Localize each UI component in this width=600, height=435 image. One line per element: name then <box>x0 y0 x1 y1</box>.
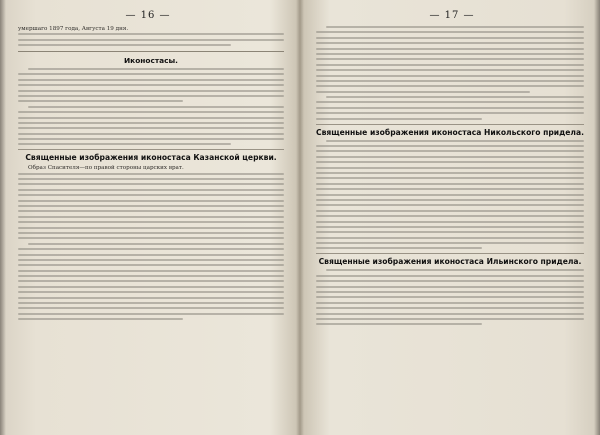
text-line <box>316 188 584 190</box>
text-line <box>316 307 584 309</box>
text-line <box>316 31 584 33</box>
text-line <box>316 37 584 39</box>
text-line <box>316 80 584 82</box>
text-line <box>18 194 284 196</box>
text-line <box>18 210 284 212</box>
text-line <box>316 296 584 298</box>
book-gutter <box>296 0 304 435</box>
section-rule <box>18 51 284 52</box>
text-line <box>316 199 584 201</box>
text-line <box>18 248 284 250</box>
text-line <box>18 291 284 293</box>
text-line <box>326 96 584 98</box>
text-line <box>316 53 584 55</box>
text-line <box>316 64 584 66</box>
text-line <box>316 286 584 288</box>
text-line <box>18 111 284 113</box>
text-line <box>18 117 284 119</box>
text-line <box>18 200 284 202</box>
left-page <box>0 0 296 435</box>
heading-elijah-chapel: Священные изображения иконостаса Ильинского придела. <box>316 253 584 266</box>
text-line <box>316 231 584 233</box>
kazan-first-paragraph-start: Образ Спасителя—по правой стороны царских врат. <box>28 165 184 172</box>
text-line <box>18 133 284 135</box>
text-line <box>316 226 584 228</box>
text-line <box>18 302 284 304</box>
text-line <box>18 90 284 92</box>
text-line <box>18 79 284 81</box>
text-line <box>18 100 183 102</box>
text-line <box>18 280 284 282</box>
text-line <box>18 178 284 180</box>
text-line <box>316 221 584 223</box>
text-line <box>316 145 584 147</box>
text-line <box>18 227 284 229</box>
text-line <box>18 216 284 218</box>
text-line <box>316 275 584 277</box>
text-line <box>18 318 183 320</box>
text-line <box>316 112 584 114</box>
text-line <box>18 264 284 266</box>
text-line <box>18 189 284 191</box>
text-line <box>316 302 584 304</box>
text-line <box>28 68 284 70</box>
text-line <box>18 313 284 315</box>
text-line <box>316 323 482 325</box>
text-line <box>316 101 584 103</box>
text-line <box>316 85 584 87</box>
text-line <box>18 84 284 86</box>
text-line <box>18 205 284 207</box>
text-line <box>326 140 584 142</box>
text-line <box>316 172 584 174</box>
text-line <box>316 291 584 293</box>
left-page-content <box>18 26 284 427</box>
text-line <box>316 313 584 315</box>
text-line <box>326 26 584 28</box>
text-line <box>18 254 284 256</box>
text-line <box>18 275 284 277</box>
text-line <box>316 48 584 50</box>
text-line <box>316 150 584 152</box>
text-line <box>316 194 584 196</box>
heading-nicholas-chapel: Священные изображения иконостаса Никольского придела. <box>316 124 584 137</box>
text-line <box>316 242 584 244</box>
heading-iconostases: Иконостасы. <box>124 55 178 65</box>
text-line <box>18 183 284 185</box>
text-line <box>18 33 284 35</box>
text-line <box>316 167 584 169</box>
text-line <box>18 95 284 97</box>
text-line <box>316 156 584 158</box>
text-line <box>316 69 584 71</box>
text-line <box>316 91 530 93</box>
text-line <box>316 237 584 239</box>
text-line <box>316 183 584 185</box>
text-line <box>18 127 284 129</box>
text-line <box>18 232 284 234</box>
right-page-content <box>316 26 584 427</box>
text-line <box>18 44 231 46</box>
text-line <box>18 138 284 140</box>
text-line <box>18 173 284 175</box>
text-line <box>316 75 584 77</box>
text-line <box>316 107 584 109</box>
text-line <box>316 318 584 320</box>
text-line <box>316 58 584 60</box>
text-line <box>28 106 284 108</box>
text-line <box>316 204 584 206</box>
right-page-number: — 17 — <box>429 10 475 21</box>
text-line <box>18 221 284 223</box>
text-line <box>316 42 584 44</box>
text-line <box>316 280 584 282</box>
text-line <box>18 307 284 309</box>
text-line <box>316 215 584 217</box>
left-page-number: — 16 — <box>125 10 171 21</box>
text-line <box>18 237 284 239</box>
text-line <box>18 270 284 272</box>
text-line <box>28 243 284 245</box>
text-line <box>18 286 284 288</box>
heading-kazan-chapel: Священные изображения иконостаса Казанской церкви. <box>18 149 284 162</box>
text-line <box>316 118 482 120</box>
text-line <box>316 247 482 249</box>
text-line <box>18 259 284 261</box>
text-line <box>316 161 584 163</box>
text-line <box>18 73 284 75</box>
left-opening-phrase: умершаго 1897 года, Августа 19 дня. <box>18 26 129 32</box>
text-line <box>18 143 231 145</box>
text-line <box>18 297 284 299</box>
text-line <box>18 39 284 41</box>
text-line <box>18 122 284 124</box>
text-line <box>316 210 584 212</box>
text-line <box>316 177 584 179</box>
text-line <box>326 269 584 271</box>
right-page <box>304 0 600 435</box>
